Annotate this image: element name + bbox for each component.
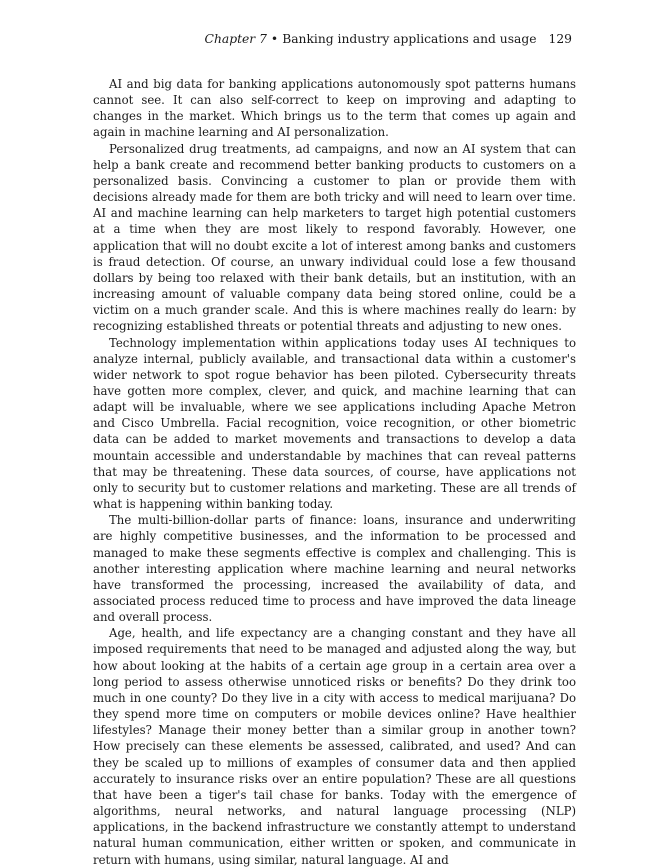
- running-header: [205, 31, 572, 47]
- paragraph-2: Personalized drug treatments, ad campaigns, and now an AI system that can help a bank create and recommend better banking products to customers on a personalized basis. Convincing a customer to plan or provide them with decisions already made for them are both tricky and will need to learn over time. AI and machine learning can help marketers to target high potential customers at a time when they are most likely to respond favorably. However, one application that will no doubt excite a lot of interest among banks and customers is fraud detection. Of course, an unwary individual could lose a few thousand dollars by being too relaxed with their bank details, but an institution, with an increasing amount of valuable company data being stored online, could be a victim on a much grander scale. And this is where machines really do learn: by recognizing established threats or potential threats and adjusting to new ones.: [93, 141, 576, 334]
- page-number: 129: [548, 32, 572, 46]
- chapter-label: Chapter 7: [204, 32, 267, 46]
- section-title: Banking industry applications and usage: [282, 32, 537, 46]
- paragraph-1: AI and big data for banking applications autonomously spot patterns humans cannot see. It can also self-correct to keep on improving and adapting to changes in the market. Which brings us to the term that comes up again and again in machine learning and AI personalization.: [93, 77, 576, 140]
- body-text: [93, 76, 576, 868]
- paragraph-5: Age, health, and life expectancy are a changing constant and they have all imposed requirements that need to be managed and adjusted along the way, but how about looking at the habits of a certain age group in a certain area over a long period to assess otherwise unnoticed risks or benefits? Do they drink too much in one county? Do they live in a city with access to medical marijuana? Do they spend more time on computers or mobile devices online? Have healthier lifestyles? Manage their money better than a similar group in another town? How precisely can these elements be assessed, calibrated, and used? And can they be scaled up to millions of examples of consumer data and then applied accurately to insurance risks over an entire population? These are all questions that have been a tiger's tail chase for banks. Today with the emergence of algorithms, neural networks, and natural language processing (NLP) applications, in the backend infrastructure we constantly attempt to understand natural human communication, either written or spoken, and communicate in return with humans, using similar, natural language. AI and: [93, 626, 576, 867]
- paragraph-4: The multi-billion-dollar parts of finance: loans, insurance and underwriting are highly competitive businesses, and the information to be processed and managed to make these segments effective is complex and challenging. This is another interesting application where machine learning and neural networks have transformed the processing, increased the availability of data, and associated process reduced time to process and have improved the data lineage and overall process.: [93, 513, 576, 625]
- paragraph-3: Technology implementation within applications today uses AI techniques to analyze internal, publicly available, and transactional data within a customer's wider network to spot rogue behavior has been piloted. Cybersecurity threats have gotten more complex, clever, and quick, and machine learning that can adapt will be invaluable, where we see applications including Apache Metron and Cisco Umbrella. Facial recognition, voice recognition, or other biometric data can be added to market movements and transactions to develop a data mountain accessible and understandable by machines that can reveal patterns that may be threatening. These data sources, of course, have applications not only to security but to customer relations and marketing. These are all trends of what is happening within banking today.: [93, 335, 576, 512]
- header-bullet: •: [270, 32, 279, 46]
